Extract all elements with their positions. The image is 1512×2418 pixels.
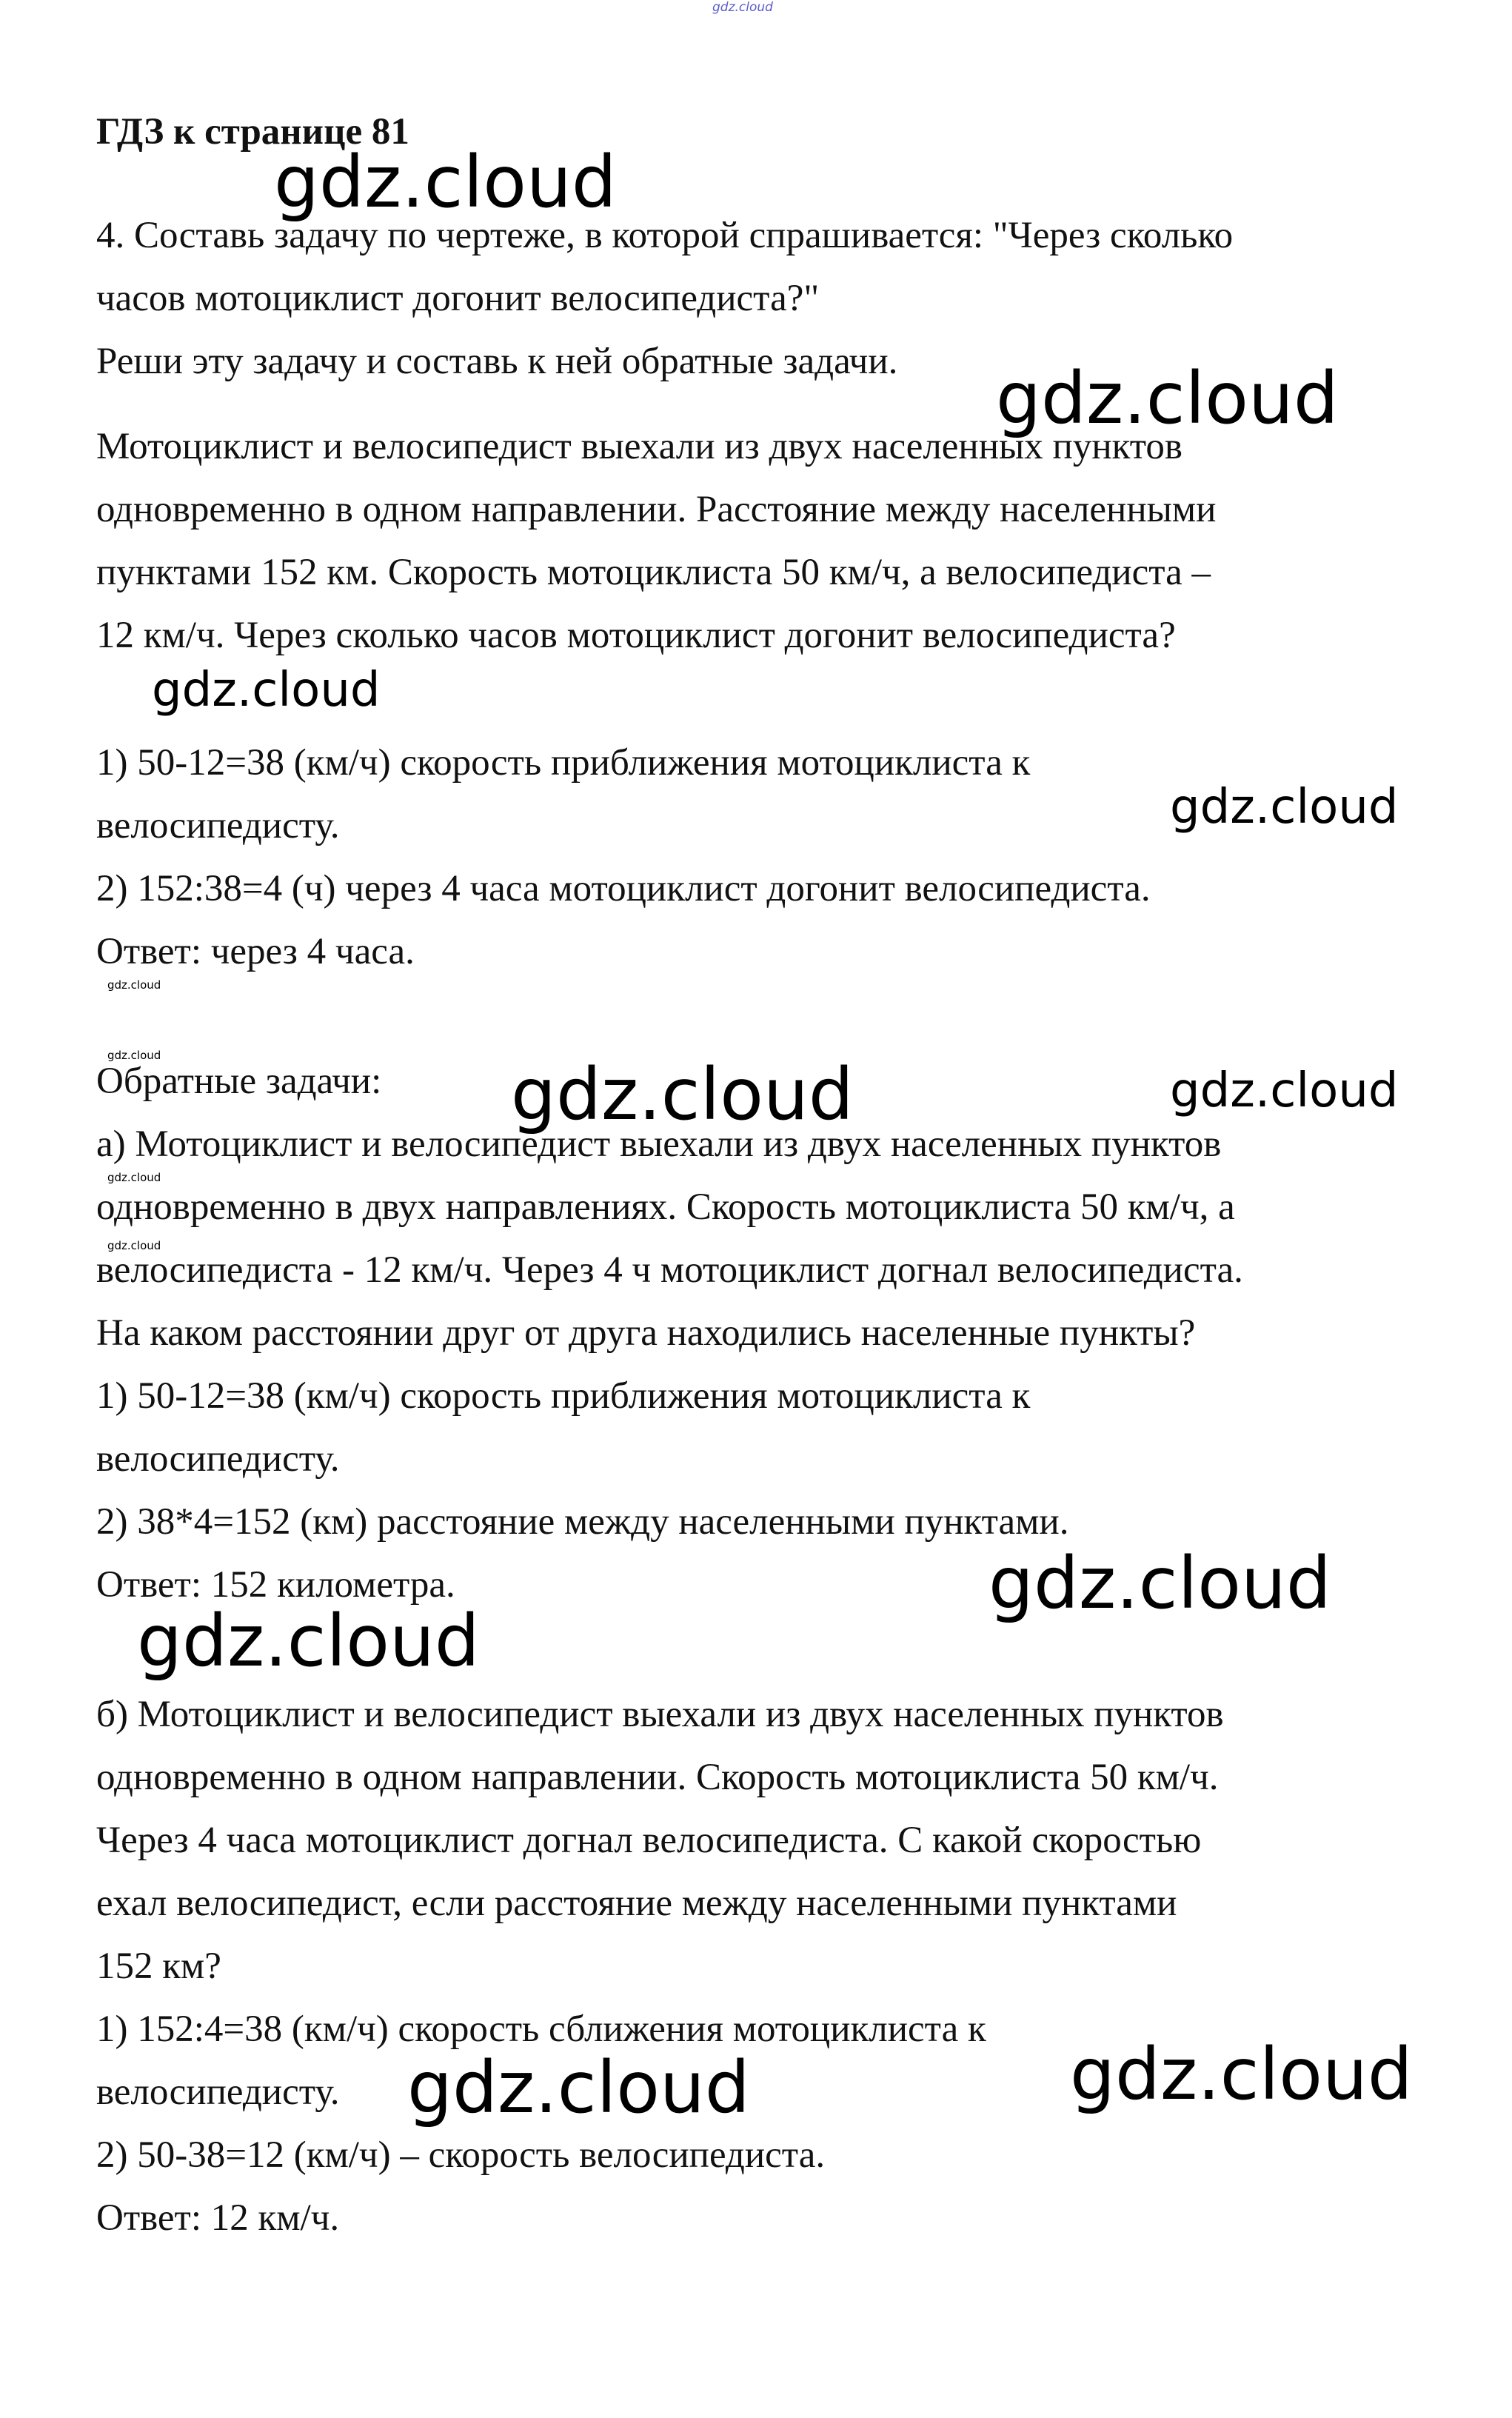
answer-line: Ответ: через 4 часа. — [96, 931, 415, 972]
page-title: ГДЗ к странице 81 — [96, 111, 409, 153]
task-statement-line: 4. Составь задачу по чертеже, в которой спрашивается: "Через сколько — [96, 215, 1234, 256]
inverse-task-a-line: На каком расстоянии друг от друга находились населенные пункты? — [96, 1312, 1196, 1354]
solution-line: 1) 50-12=38 (км/ч) скорость приближения мотоциклиста к — [96, 742, 1031, 784]
inverse-task-a-line: одновременно в двух направлениях. Скорость мотоциклиста 50 км/ч, а — [96, 1186, 1235, 1228]
inverse-task-b-line: одновременно в одном направлении. Скорость мотоциклиста 50 км/ч. — [96, 1757, 1219, 1798]
watermark: gdz.cloud — [989, 1542, 1331, 1625]
solution-line: 1) 50-12=38 (км/ч) скорость приближения мотоциклиста к — [96, 1375, 1031, 1417]
watermark: gdz.cloud — [107, 1049, 161, 1062]
watermark: gdz.cloud — [407, 2046, 750, 2129]
watermark-top: gdz.cloud — [712, 0, 773, 15]
watermark: gdz.cloud — [107, 1171, 161, 1184]
problem-line: 12 км/ч. Через сколько часов мотоциклист догонит велосипедиста? — [96, 615, 1176, 656]
answer-line: Ответ: 152 километра. — [96, 1564, 455, 1606]
inverse-task-a-line: велосипедиста - 12 км/ч. Через 4 ч мотоциклист догнал велосипедиста. — [96, 1249, 1243, 1291]
watermark: gdz.cloud — [274, 141, 617, 224]
inverse-task-a-line: а) Мотоциклист и велосипедист выехали из двух населенных пунктов — [96, 1123, 1222, 1165]
inverse-task-b-line: Через 4 часа мотоциклист догнал велосипедиста. С какой скоростью — [96, 1820, 1202, 1861]
problem-line: Мотоциклист и велосипедист выехали из двух населенных пунктов — [96, 426, 1182, 467]
watermark: gdz.cloud — [1170, 1063, 1399, 1118]
solution-line: 2) 50-38=12 (км/ч) – скорость велосипедиста. — [96, 2134, 826, 2176]
watermark: gdz.cloud — [137, 1600, 480, 1683]
solution-line: 2) 152:38=4 (ч) через 4 часа мотоциклист догонит велосипедиста. — [96, 868, 1151, 909]
watermark: gdz.cloud — [511, 1053, 854, 1136]
solution-line: 1) 152:4=38 (км/ч) скорость сближения мотоциклиста к — [96, 2008, 986, 2050]
watermark: gdz.cloud — [107, 1239, 161, 1252]
solution-line: велосипедисту. — [96, 805, 340, 846]
problem-line: пунктами 152 км. Скорость мотоциклиста 50 км/ч, а велосипедиста – — [96, 552, 1211, 593]
inverse-task-b-line: б) Мотоциклист и велосипедист выехали из двух населенных пунктов — [96, 1694, 1224, 1735]
watermark: gdz.cloud — [996, 357, 1339, 440]
section-heading: Обратные задачи: — [96, 1061, 382, 1102]
task-statement-line: часов мотоциклист догонит велосипедиста?" — [96, 278, 820, 319]
solution-line: велосипедисту. — [96, 1438, 340, 1480]
watermark: gdz.cloud — [1070, 2033, 1413, 2116]
inverse-task-b-line: ехал велосипедист, если расстояние между населенными пунктами — [96, 1883, 1177, 1924]
watermark: gdz.cloud — [1170, 780, 1399, 835]
solution-line: 2) 38*4=152 (км) расстояние между населенными пунктами. — [96, 1501, 1069, 1543]
solution-line: велосипедисту. — [96, 2071, 340, 2113]
watermark: gdz.cloud — [152, 663, 381, 718]
problem-line: одновременно в одном направлении. Расстояние между населенными — [96, 489, 1217, 530]
watermark: gdz.cloud — [107, 978, 161, 992]
answer-line: Ответ: 12 км/ч. — [96, 2197, 340, 2239]
task-statement-line: Реши эту задачу и составь к ней обратные задачи. — [96, 341, 898, 382]
inverse-task-b-line: 152 км? — [96, 1946, 221, 1987]
